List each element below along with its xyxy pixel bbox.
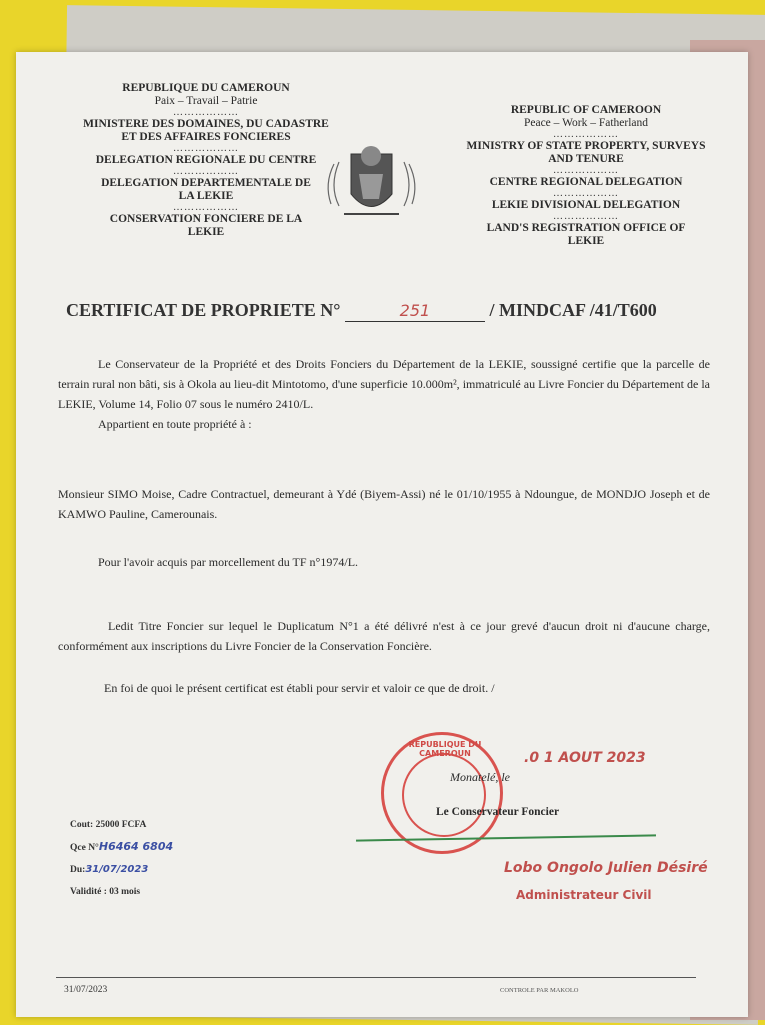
separator: ……………… bbox=[173, 143, 239, 154]
paragraph-ownership: Appartient en toute propriété à : bbox=[98, 417, 252, 431]
right-regional: CENTRE REGIONAL DELEGATION bbox=[489, 176, 683, 188]
right-office: LAND'S REGISTRATION OFFICE OF LEKIE bbox=[486, 222, 686, 247]
separator: ……………… bbox=[173, 202, 239, 213]
left-header bbox=[66, 82, 346, 239]
signer-role: Le Conservateur Foncier bbox=[436, 806, 560, 818]
right-motto: Peace – Work – Fatherland bbox=[523, 117, 649, 129]
left-republic: REPUBLIQUE DU CAMEROUN bbox=[122, 82, 290, 94]
paragraph-acquisition: Pour l'avoir acquis par morcellement du TF n°1974/L. bbox=[98, 555, 359, 569]
left-divisional: DELEGATION DEPARTEMENTALE DE LA LEKIE bbox=[101, 177, 311, 202]
title-prefix: CERTIFICAT DE PROPRIETE N° bbox=[66, 300, 341, 320]
right-divisional: LEKIE DIVISIONAL DELEGATION bbox=[491, 199, 681, 211]
separator: ……………… bbox=[553, 188, 619, 199]
paragraph-parcel: Le Conservateur de la Propriété et des Droits Fonciers du Département de la LEKIE, soussigné certifie que la parcelle de terrain rural non bâti, sis à Okola au lieu-dit Mintotomo, d'une superficie 10.000m², immatriculé au Livre Foncier du Département de la LEKIE, Volume 14, Folio 07 sous le numéro 2410/L. bbox=[58, 357, 710, 411]
footer-rule bbox=[56, 977, 696, 978]
signer-title: Administrateur Civil bbox=[516, 888, 652, 902]
certificate-number: 251 bbox=[345, 300, 485, 322]
left-regional: DELEGATION REGIONALE DU CENTRE bbox=[95, 154, 317, 166]
footer-date: 31/07/2023 bbox=[64, 985, 108, 995]
separator: ……………… bbox=[553, 165, 619, 176]
title-suffix: / MINDCAF /41/T600 bbox=[489, 300, 657, 320]
right-republic: REPUBLIC OF CAMEROON bbox=[510, 104, 662, 116]
cost: Cout: 25000 FCFA bbox=[70, 820, 147, 830]
date-stamp: .0 1 AOUT 2023 bbox=[524, 750, 646, 766]
certificate-title bbox=[66, 300, 726, 322]
separator: ……………… bbox=[173, 166, 239, 177]
separator: ……………… bbox=[173, 107, 239, 118]
stamp-ring-text: REPUBLIQUE DU CAMEROUN bbox=[408, 740, 482, 758]
paragraph-charges: Ledit Titre Foncier sur lequel le Duplicatum N°1 a été délivré n'est à ce jour grevé d'aucun droit ni d'aucune charge, conformément aux inscriptions du Livre Foncier de la Conservation Foncière. bbox=[58, 619, 710, 653]
validity: Validité : 03 mois bbox=[70, 887, 141, 897]
right-header bbox=[456, 104, 716, 248]
official-seal-stamp bbox=[381, 732, 503, 854]
separator: ……………… bbox=[553, 129, 619, 140]
place-label: Monatelé, le bbox=[450, 770, 510, 784]
paragraph-closing: En foi de quoi le présent certificat est établi pour servir et valoir ce que de droit. / bbox=[104, 681, 495, 695]
paragraph-owner: Monsieur SIMO Moise, Cadre Contractuel, demeurant à Ydé (Biyem-Assi) né le 01/10/1955 à Ndoungue, de MONDJO Joseph et de KAMWO Pauline, Camerounais. bbox=[58, 487, 710, 521]
right-ministry: MINISTRY OF STATE PROPERTY, SURVEYS AND TENURE bbox=[466, 140, 706, 165]
left-office: CONSERVATION FONCIERE DE LA LEKIE bbox=[109, 213, 303, 238]
footer-control: CONTROLE PAR MAKOLO bbox=[500, 987, 579, 994]
left-motto: Paix – Travail – Patrie bbox=[154, 95, 258, 107]
qce-line: Qce N°H6464 6804 bbox=[70, 840, 174, 853]
separator: ……………… bbox=[553, 211, 619, 222]
signature-name: Lobo Ongolo Julien Désiré bbox=[504, 860, 708, 876]
certificate-page bbox=[16, 52, 748, 1017]
left-ministry: MINISTERE DES DOMAINES, DU CADASTRE ET DES AFFAIRES FONCIERES bbox=[83, 118, 329, 143]
fees-block bbox=[70, 814, 173, 903]
coat-of-arms-icon bbox=[319, 144, 424, 229]
du-line: Du:31/07/2023 bbox=[70, 864, 149, 875]
